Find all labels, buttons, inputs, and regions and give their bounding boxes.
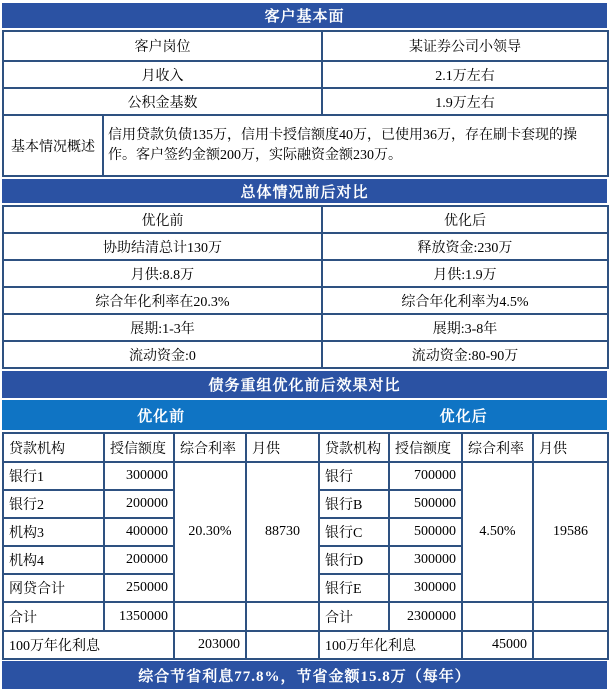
table-row	[3, 233, 608, 260]
table-row	[3, 287, 608, 314]
before-amount: 400000	[104, 518, 174, 546]
table-row	[3, 462, 608, 490]
monthly-payment-before: 月供:8.8万	[3, 260, 322, 287]
before-total-label: 合计	[3, 602, 104, 631]
after-column-header: 优化后	[322, 206, 608, 233]
after-interest-empty	[533, 631, 608, 659]
term-before: 展期:1-3年	[3, 314, 322, 341]
after-amount: 300000	[389, 546, 462, 574]
before-amount: 200000	[104, 546, 174, 574]
total-row	[3, 602, 608, 631]
section1-title: 客户基本面	[264, 9, 345, 25]
interest-row	[3, 631, 608, 659]
section1-header	[2, 3, 607, 28]
after-org-header: 贷款机构	[319, 433, 389, 462]
overall-comparison-table	[2, 205, 609, 369]
savings-summary-text: 综合节省利息77.8%，节省金额15.8万（每年）	[138, 668, 471, 685]
monthly-income-value: 2.1万左右	[322, 61, 608, 88]
before-org: 机构3	[3, 518, 104, 546]
customer-role-label: 客户岗位	[3, 31, 322, 61]
liquidity-after: 流动资金:80-90万	[322, 341, 608, 368]
monthly-income-label: 月收入	[3, 61, 322, 88]
after-amount: 300000	[389, 574, 462, 602]
after-amount: 500000	[389, 518, 462, 546]
before-org: 银行2	[3, 490, 104, 518]
before-payment-header: 月供	[246, 433, 319, 462]
after-org: 银行E	[319, 574, 389, 602]
after-payment-merged: 19586	[533, 462, 608, 602]
table-row	[3, 206, 608, 233]
after-amount: 500000	[389, 490, 462, 518]
before-rate-header: 综合利率	[174, 433, 246, 462]
annual-rate-before: 综合年化利率在20.3%	[3, 287, 322, 314]
after-interest-value: 45000	[462, 631, 533, 659]
table-row	[3, 88, 608, 115]
after-total-rate-empty	[462, 602, 533, 631]
section3-subheader	[2, 400, 607, 430]
before-org: 网贷合计	[3, 574, 104, 602]
after-subheader: 优化后	[439, 408, 488, 425]
before-amount: 250000	[104, 574, 174, 602]
before-payment-merged: 88730	[246, 462, 319, 602]
after-org: 银行B	[319, 490, 389, 518]
after-org: 银行D	[319, 546, 389, 574]
table-row	[3, 115, 608, 176]
before-subheader: 优化前	[137, 408, 186, 425]
cleared-total-before: 协助结清总计130万	[3, 233, 322, 260]
after-rate-header: 综合利率	[462, 433, 533, 462]
savings-summary-banner	[2, 661, 607, 689]
after-credit-header: 授信额度	[389, 433, 462, 462]
before-rate-merged: 20.30%	[174, 462, 246, 602]
liquidity-before: 流动资金:0	[3, 341, 322, 368]
before-total-rate-empty	[174, 602, 246, 631]
after-total-payment-empty	[533, 602, 608, 631]
after-rate-merged: 4.50%	[462, 462, 533, 602]
before-total-payment-empty	[246, 602, 319, 631]
before-interest-label: 100万年化利息	[3, 631, 174, 659]
term-after: 展期:3-8年	[322, 314, 608, 341]
after-amount: 700000	[389, 462, 462, 490]
table-row	[3, 314, 608, 341]
section2-header	[2, 179, 607, 203]
section3-header	[2, 371, 607, 398]
before-interest-empty	[246, 631, 319, 659]
after-total-value: 2300000	[389, 602, 462, 631]
table-row	[3, 61, 608, 88]
housing-fund-label: 公积金基数	[3, 88, 322, 115]
table-row	[3, 341, 608, 368]
overview-text: 信用贷款负债135万，信用卡授信额度40万，已使用36万，存在刷卡套现的操作。客户签约金额200万，实际融资金额230万。	[103, 115, 608, 176]
after-org: 银行C	[319, 518, 389, 546]
before-amount: 300000	[104, 462, 174, 490]
after-total-label: 合计	[319, 602, 389, 631]
after-interest-label: 100万年化利息	[319, 631, 462, 659]
monthly-payment-after: 月供:1.9万	[322, 260, 608, 287]
customer-info-table	[2, 30, 609, 177]
table-row	[3, 260, 608, 287]
table-header-row	[3, 433, 608, 462]
before-org-header: 贷款机构	[3, 433, 104, 462]
housing-fund-value: 1.9万左右	[322, 88, 608, 115]
released-funds-after: 释放资金:230万	[322, 233, 608, 260]
before-credit-header: 授信额度	[104, 433, 174, 462]
table-row	[3, 31, 608, 61]
section2-title: 总体情况前后对比	[240, 184, 369, 201]
before-org: 机构4	[3, 546, 104, 574]
before-org: 银行1	[3, 462, 104, 490]
before-interest-value: 203000	[174, 631, 246, 659]
annual-rate-after: 综合年化利率为4.5%	[322, 287, 608, 314]
after-payment-header: 月供	[533, 433, 608, 462]
before-amount: 200000	[104, 490, 174, 518]
section3-title: 债务重组优化前后效果对比	[208, 378, 401, 394]
loan-detail-table	[2, 432, 609, 660]
customer-role-value: 某证券公司小领导	[322, 31, 608, 61]
before-total-value: 1350000	[104, 602, 174, 631]
overview-label: 基本情况概述	[3, 115, 103, 176]
before-column-header: 优化前	[3, 206, 322, 233]
after-org: 银行	[319, 462, 389, 490]
